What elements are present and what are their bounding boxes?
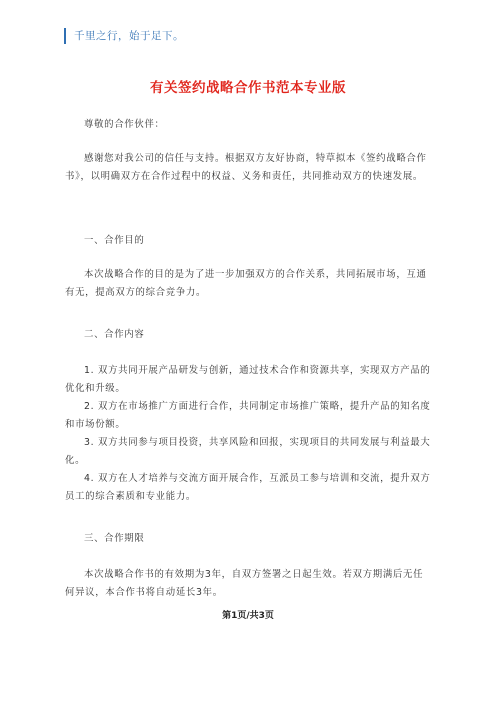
list-item-1: 1. 双方共同开展产品研发与创新，通过技术合作和资源共享，实现双方产品的优化和升级。 <box>65 365 431 394</box>
section-body-term: 本次战略合作书的有效期为3年，自双方签署之日起生效。若双方期满后无任何异议，本合作书将自动延长3年。 <box>65 569 424 598</box>
section-body-purpose: 本次战略合作的目的是为了进一步加强双方的合作关系，共同拓展市场，互通有无，提高双方的综合竞争力。 <box>65 269 427 298</box>
list-item-4: 4. 双方在人才培养与交流方面开展合作，互派员工参与培训和交流，提升双方员工的综合素质和专业能力。 <box>65 473 431 502</box>
salutation: 尊敬的合作伙伴： <box>84 119 165 130</box>
header-accent-bar <box>64 28 66 44</box>
list-item-2: 2. 双方在市场推广方面进行合作，共同制定市场推广策略，提升产品的知名度和市场份额。 <box>65 401 431 430</box>
intro-paragraph: 感谢您对我公司的信任与支持。根据双方友好协商，特草拟本《签约战略合作书》，以明确双方在合作过程中的权益、义务和责任，共同推动双方的快速发展。 <box>65 153 427 182</box>
list-item-3: 3. 双方共同参与项目投资，共享风险和回报，实现项目的共同发展与利益最大化。 <box>65 437 431 466</box>
page-number: 第1页/共3页 <box>222 611 274 621</box>
header-motto: 千里之行，始于足下。 <box>74 30 184 42</box>
document-title: 有关签约战略合作书范本专业版 <box>150 80 346 96</box>
section-heading-purpose: 一、合作目的 <box>84 235 145 246</box>
section-heading-term: 三、合作期限 <box>84 533 145 544</box>
section-heading-content: 二、合作内容 <box>84 329 145 340</box>
